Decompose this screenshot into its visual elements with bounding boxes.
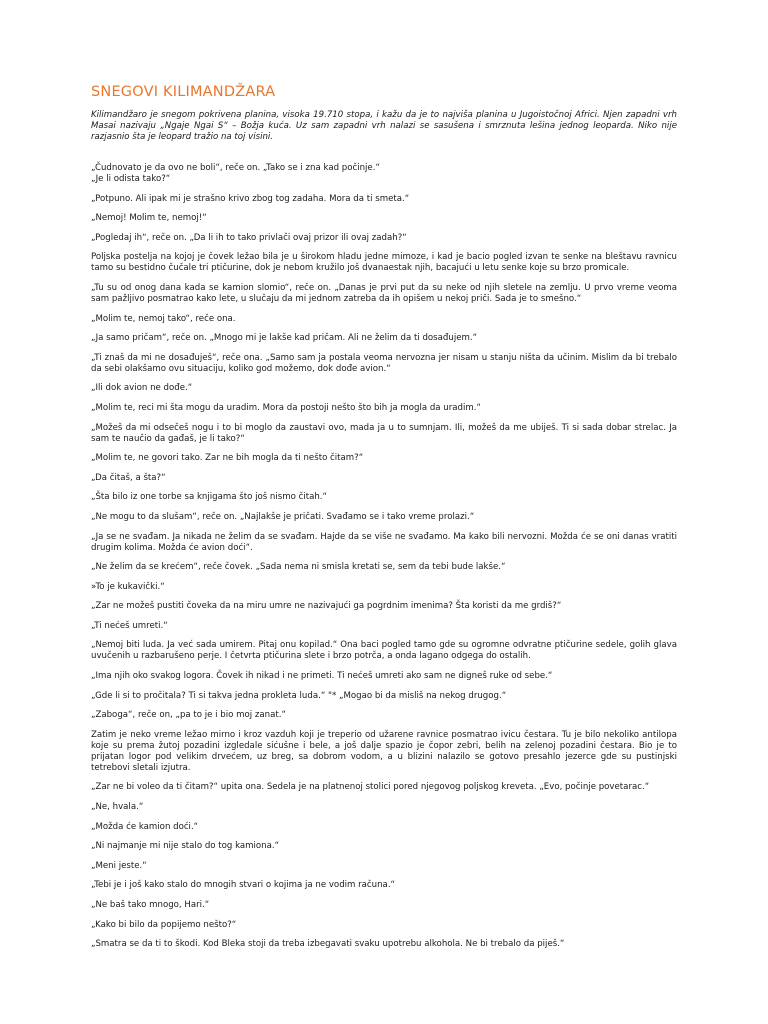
story-paragraph: „Ni najmanje mi nije stalo do tog kamiona.“ xyxy=(91,841,280,852)
story-paragraph: „Ja samo pričam“, reče on. „Mnogo mi je lakše kad pričam. Ali ne želim da ti dosađujem.“ xyxy=(91,333,478,344)
story-paragraph: „Nemoj biti luda. Ja već sada umirem. Pitaj onu kopilad.“ Ona baci pogled tamo gde su ogromne odvratne ptičurine sedele, golih glava uvučenih u razbarušeno perje. I četvrta ptičurina slete i brzo potrča, a onda lagano odgega do ostalih. xyxy=(91,640,677,662)
story-paragraph: „Ne želim da se krećem“, reče čovek. „Sada nema ni smisla kretati se, sem da tebi bude lakše.“ xyxy=(91,562,506,573)
story-paragraph: „Ima njih oko svakog logora. Čovek ih nikad i ne primeti. Ti nećeš umreti ako sam ne digneš ruke od sebe.“ xyxy=(91,671,553,682)
story-paragraph: „Ja se ne svađam. Ja nikada ne želim da se svađam. Hajde da se više ne svađamo. Ma kako bili nervozni. Možda će se oni danas vratiti drugim kolima. Možda će avion doći“. xyxy=(91,531,677,553)
story-paragraph: „Ti znaš da mi ne dosađuješ“, reče ona. „Samo sam ja postala veoma nervozna jer nisam u stanju ništa da učinim. Mislim da bi trebalo da sebi olakšamo ovu situaciju, koliko god možemo, dok dođe avion.“ xyxy=(91,352,677,374)
document-page xyxy=(91,84,677,959)
story-paragraph: „Čudnovato je da ovo ne boli“, reče on. „Tako se i zna kad počinje.“ xyxy=(91,163,380,173)
story-paragraph: „Je li odista tako?“ xyxy=(91,174,171,184)
story-body xyxy=(91,163,677,950)
story-paragraph: „Meni jeste.“ xyxy=(91,860,147,871)
story-paragraph: „Zar ne možeš pustiti čoveka da na miru umre ne nazivajući ga pogrdnim imenima? Šta koristi da me grdiš?“ xyxy=(91,601,562,612)
story-paragraph: „Da čitaš, a šta?“ xyxy=(91,472,166,483)
story-paragraph: „Zaboga“, reče on, „pa to je i bio moj zanat.“ xyxy=(91,710,286,721)
story-paragraph: „Molim te, reci mi šta mogu da uradim. Mora da postoji nešto što bih ja mogla da uradim.“ xyxy=(91,402,481,413)
story-paragraph: „Nemoj! Molim te, nemoj!“ xyxy=(91,213,207,224)
story-paragraph: „Šta bilo iz one torbe sa knjigama što još nismo čitah.“ xyxy=(91,492,327,503)
story-paragraph: „Smatra se da ti to škodi. Kod Bleka stoji da treba izbegavati svaku upotrebu alkohola. Ne bi trebalo da piješ.“ xyxy=(91,939,565,950)
story-paragraph: Poljska postelja na kojoj je čovek ležao bila je u širokom hladu jedne mimoze, i kad je bacio pogled izvan te senke na bleštavu ravnicu tamo su bestidno čučale tri ptičurine, dok je nebom kružilo još dvanaestak njih, bacajući u letu senke koje su brzo promicale. xyxy=(91,252,677,274)
story-paragraph: „Molim te, ne govori tako. Zar ne bih mogla da ti nešto čitam?“ xyxy=(91,453,364,464)
story-paragraph: „Ne baš tako mnogo, Hari.“ xyxy=(91,900,210,910)
intro-paragraph: Kilimandžaro je snegom pokrivena planina, visoka 19.710 stopa, i kažu da je to najviša planina u Jugoistočnoj Africi. Njen zapadni vrh Masai nazivaju „Ngaje Ngai S“ – Božja kuća. Uz sam zapadni vrh nalazi se sasušena i smrznuta lešina jednog leoparda. Niko nije razjasnio šta je leopard tražio na toj visini. xyxy=(91,110,677,142)
story-paragraph: »To je kukavički.“ xyxy=(91,581,165,592)
story-paragraph: „Pogledaj ih“, reče on. „Da li ih to tako privlači ovaj prizor ili ovaj zadah?“ xyxy=(91,232,407,243)
story-paragraph: „Potpuno. Ali ipak mi je strašno krivo zbog tog zadaha. Mora da ti smeta.“ xyxy=(91,193,410,204)
story-paragraph: „Možda će kamion doći.“ xyxy=(91,821,199,832)
story-paragraph: „Gde li si to pročitala? Ti si takva jedna prokleta luda.“ "* „Mogao bi da misliš na nekog drugog.“ xyxy=(91,690,507,701)
story-paragraph: „Ti nećeš umreti.“ xyxy=(91,620,168,631)
document-title: SNEGOVI KILIMANDŽARA xyxy=(91,84,276,100)
story-paragraph: „Molim te, nemoj tako“, reče ona. xyxy=(91,313,236,324)
story-paragraph: „Tebi je i još kako stalo do mnogih stvari o kojima ja ne vodim računa.“ xyxy=(91,880,396,891)
story-paragraph: „Kako bi bilo da popijemo nešto?“ xyxy=(91,919,237,930)
story-paragraph: „Tu su od onog dana kada se kamion slomio“, reče on. „Danas je prvi put da su neke od njih sletele na zemlju. U prvo vreme veoma sam pažljivo posmatrao kako lete, u slučaju da mi jednom zatreba da ih opišem u nekoj priči. Sada je to smešno.“ xyxy=(91,282,677,304)
story-paragraph: „Ne, hvala.“ xyxy=(91,802,144,813)
story-paragraph: „Možeš da mi odsečeš nogu i to bi moglo da zaustavi ovo, mada ja u to sumnjam. Ili, možeš da me ubiješ. Ti si sada dobar strelac. Ja sam te naučio da gađaš, je li tako?“ xyxy=(91,422,677,444)
story-paragraph: „Ili dok avion ne dođe.“ xyxy=(91,383,193,394)
story-paragraph: Zatim je neko vreme ležao mirno i kroz vazduh koji je treperio od užarene ravnice posmatrao ivicu čestara. Tu je bilo nekoliko antilopa koje su prema žutoj pozadini izgledale sićušne i bele, a još dalje spazio je čopor zebri, belih na zelenoj pozadini čestara. Bio je to prijatan logor pod velikim drvećem, uz breg, sa dobrom vodom, a u blizini nalazilo se gotovo presahlo jezerce gde su pustinjski tetrebovi sletali izjutra. xyxy=(91,729,677,773)
story-paragraph: „Zar ne bi voleo da ti čitam?“ upita ona. Sedela je na platnenoj stolici pored njegovog poljskog kreveta. „Evo, počinje povetarac.“ xyxy=(91,782,650,793)
story-paragraph: „Ne mogu to da slušam“, reče on. „Najlakše je pričati. Svađamo se i tako vreme prolazi.“ xyxy=(91,511,475,522)
